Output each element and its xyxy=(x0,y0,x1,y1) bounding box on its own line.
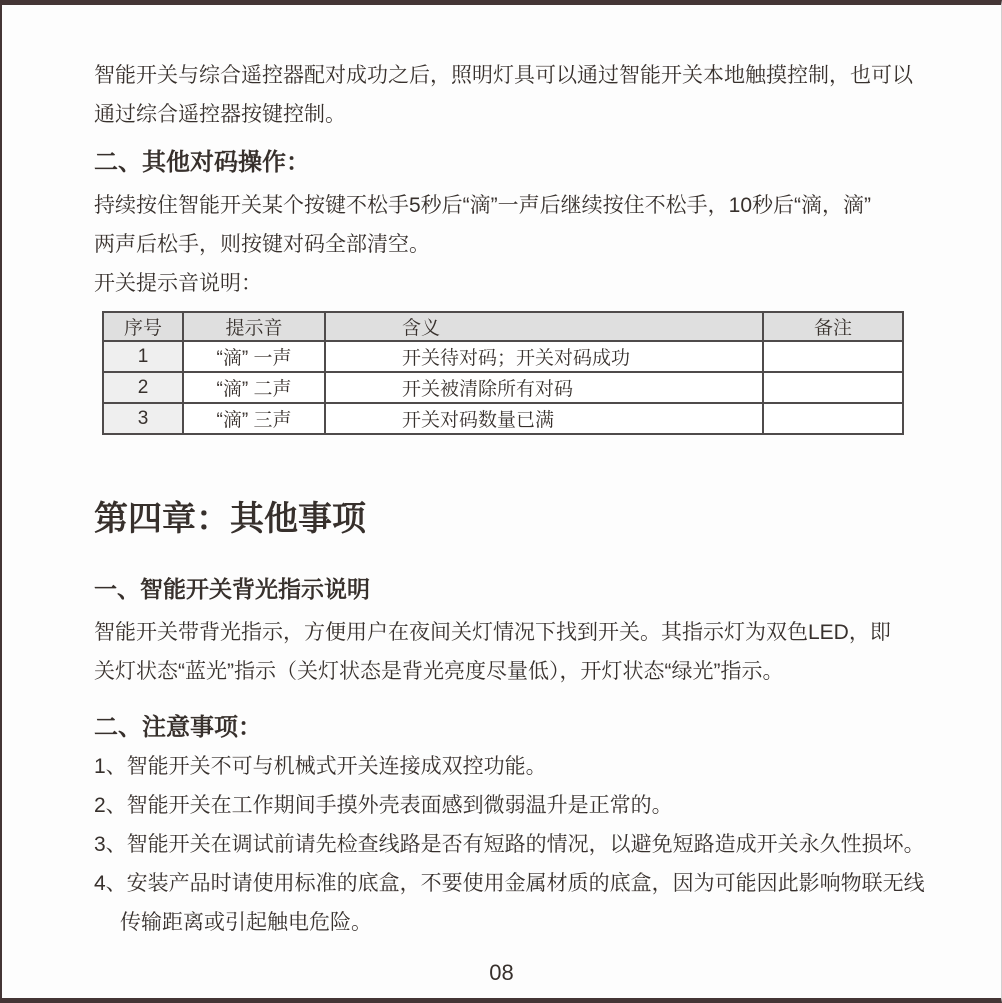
table-cell-beep: “滴” 一声 xyxy=(183,341,325,372)
table-row xyxy=(103,403,903,434)
intro-paragraph xyxy=(94,56,916,134)
note-item: 1、智能开关不可与机械式开关连接成双控功能。 xyxy=(94,755,547,778)
text-line: 4、安装产品时请使用标准的底盒，不要使用金属材质的底盒，因为可能因此影响物联无线 xyxy=(94,872,925,895)
section-heading-notes: 二、注意事项： xyxy=(94,714,262,741)
table-caption: 开关提示音说明： xyxy=(94,272,262,295)
table-cell-beep: “滴” 三声 xyxy=(183,403,325,434)
table-header-beep: 提示音 xyxy=(183,312,325,341)
text-line: 关灯状态“蓝光”指示（关灯状态是背光亮度尽量低），开灯状态“绿光”指示。 xyxy=(94,660,784,683)
table-cell-index: 2 xyxy=(103,372,183,403)
section-heading-pairing: 二、其他对码操作： xyxy=(94,149,310,176)
table-cell-index: 1 xyxy=(103,341,183,372)
page-number: 08 xyxy=(489,960,514,985)
beep-table xyxy=(102,311,904,435)
table-header-meaning: 含义 xyxy=(325,312,763,341)
text-line: 智能开关带背光指示，方便用户在夜间关灯情况下找到开关。其指示灯为双色LED，即 xyxy=(94,621,891,644)
note-item: 3、智能开关在调试前请先检查线路是否有短路的情况，以避免短路造成开关永久性损坏。 xyxy=(94,833,925,856)
note-item: 2、智能开关在工作期间手摸外壳表面感到微弱温升是正常的。 xyxy=(94,794,673,817)
text-line: 两声后松手，则按键对码全部清空。 xyxy=(94,233,430,256)
chapter-title: 第四章：其他事项 xyxy=(94,500,366,538)
table-row xyxy=(103,372,903,403)
table-row xyxy=(103,341,903,372)
notes-list xyxy=(94,747,925,942)
table-cell-meaning: 开关待对码；开关对码成功 xyxy=(325,341,763,372)
table-cell-remark xyxy=(763,372,903,403)
note-item xyxy=(94,864,925,942)
section-heading-backlight: 一、智能开关背光指示说明 xyxy=(94,576,370,602)
table-cell-index: 3 xyxy=(103,403,183,434)
text-line: 通过综合遥控器按键控制。 xyxy=(94,103,346,126)
text-line: 持续按住智能开关某个按键不松手5秒后“滴”一声后继续按住不松手，10秒后“滴，滴” xyxy=(94,194,872,217)
table-header-index: 序号 xyxy=(103,312,183,341)
page-content xyxy=(94,5,925,942)
text-line: 智能开关与综合遥控器配对成功之后，照明灯具可以通过智能开关本地触摸控制，也可以 xyxy=(94,64,913,87)
table-header-row xyxy=(103,312,903,341)
table-cell-meaning: 开关对码数量已满 xyxy=(325,403,763,434)
table-cell-meaning: 开关被清除所有对码 xyxy=(325,372,763,403)
backlight-paragraph xyxy=(94,613,916,691)
pairing-paragraph xyxy=(94,186,916,264)
table-cell-beep: “滴” 二声 xyxy=(183,372,325,403)
table-cell-remark xyxy=(763,341,903,372)
text-line: 传输距离或引起触电危险。 xyxy=(120,911,372,934)
table-header-remark: 备注 xyxy=(763,312,903,341)
table-cell-remark xyxy=(763,403,903,434)
